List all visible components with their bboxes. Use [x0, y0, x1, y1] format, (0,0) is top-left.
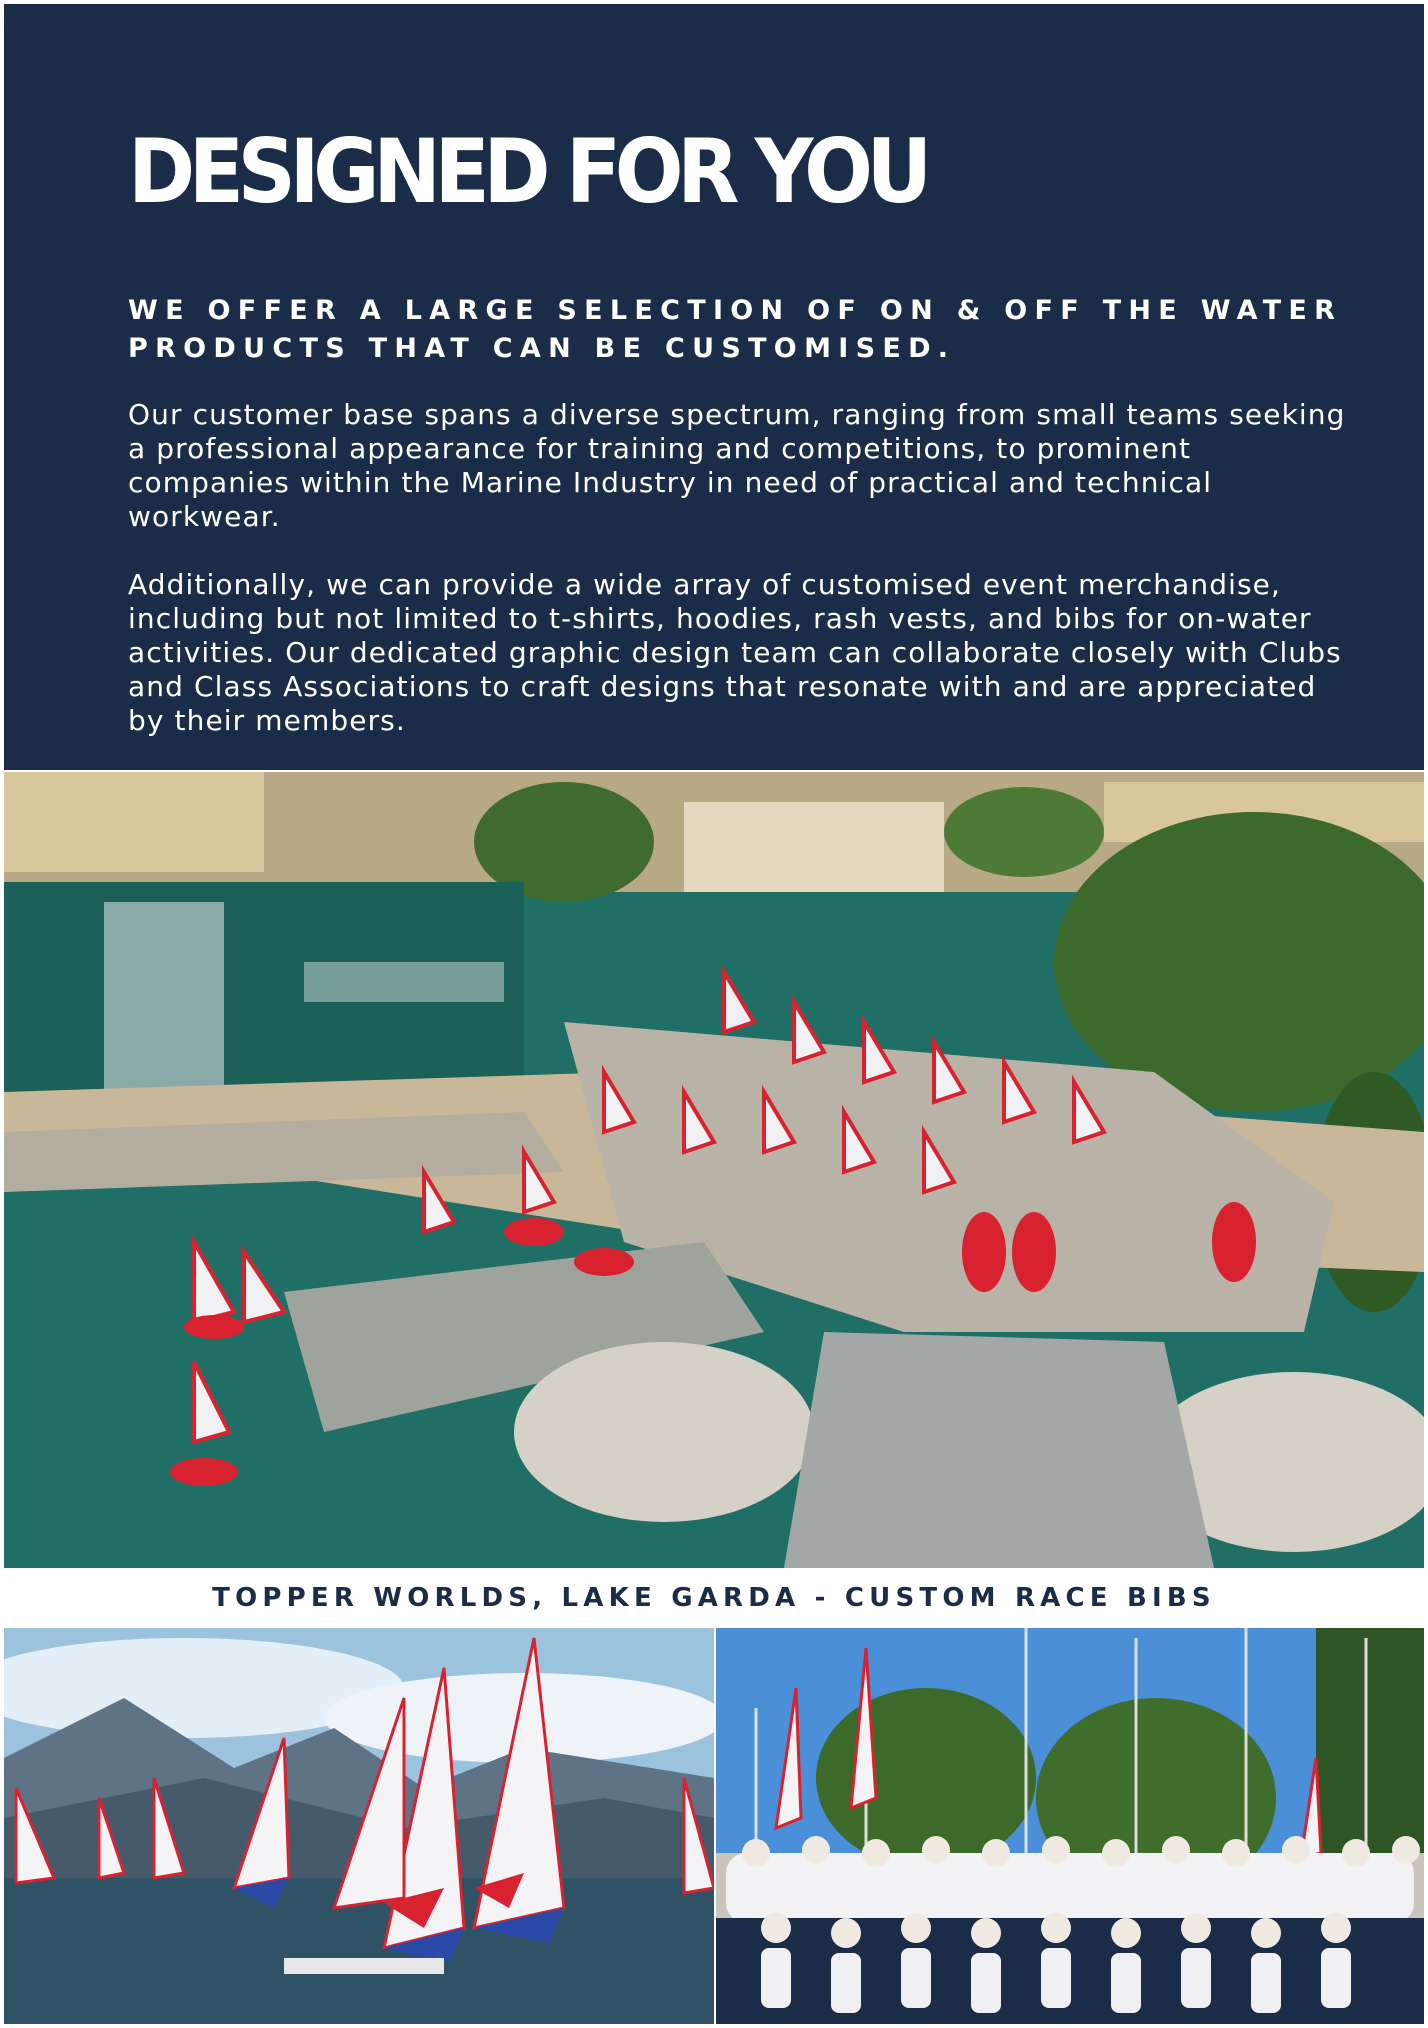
- racing-dinghies-photo: [4, 1628, 714, 2024]
- page-headline: DESIGNED FOR YOU: [128, 120, 926, 223]
- aerial-harbour-illustration: [4, 772, 1424, 1568]
- intro-paragraph: Our customer base spans a diverse spectrum, ranging from small teams seeking a professional appearance for training and competitions, to prominent companies within the Marine Industry in need of practical and technical workwear.: [128, 398, 1346, 533]
- merchandise-paragraph: Additionally, we can provide a wide array of customised event merchandise, including but not limited to t-shirts, hoodies, rash vests, and bibs for on-water activities. Our dedicated graphic design team can collaborate closely with Clubs and Class Associations to craft designs that resonate with and are appreciated by their members.: [128, 568, 1342, 737]
- photo-caption: TOPPER WORLDS, LAKE GARDA - CUSTOM RACE BIBS: [212, 1583, 1216, 1613]
- aerial-harbour-photo: [4, 772, 1424, 1568]
- sailors-group-photo: [716, 1628, 1424, 2024]
- racing-dinghies-illustration: [4, 1628, 714, 2024]
- header-panel: [4, 4, 1424, 770]
- subheading: WE OFFER A LARGE SELECTION OF ON & OFF THE WATER PRODUCTS THAT CAN BE CUSTOMISED.: [128, 295, 1343, 364]
- sailors-group-illustration: [716, 1628, 1424, 2024]
